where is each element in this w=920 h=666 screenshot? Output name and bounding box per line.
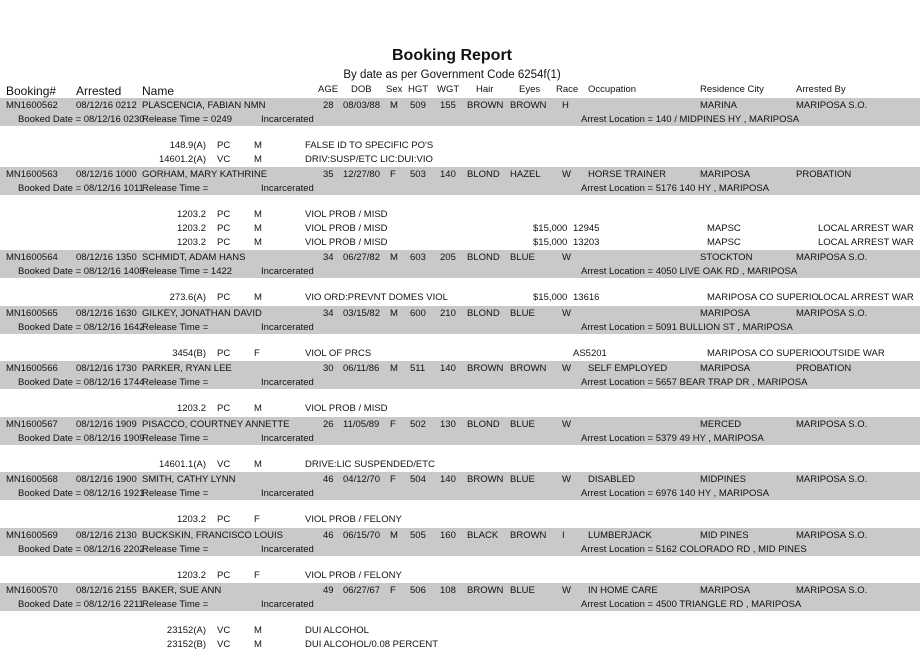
charge-code: 273.6(A)	[169, 292, 206, 303]
charge-level: M	[254, 625, 262, 636]
release-time: Release Time =	[142, 183, 209, 194]
warrant-type: LOCAL ARREST WAR	[818, 237, 914, 248]
residence-city-value: MERCED	[700, 419, 742, 430]
charge-type: PC	[217, 292, 231, 303]
dob-value: 06/27/67	[343, 585, 380, 596]
residence-city-value: MIDPINES	[700, 474, 746, 485]
arrest-location: Arrest Location = 6976 140 HY , MARIPOSA	[581, 488, 770, 499]
col-eyes: Eyes	[519, 84, 541, 95]
col-dob: DOB	[351, 84, 372, 95]
occupation-value: IN HOME CARE	[588, 585, 658, 596]
hair-value: BROWN	[467, 474, 504, 485]
booked-date: Booked Date = 08/12/16 1408	[18, 266, 145, 277]
booked-date: Booked Date = 08/12/16 1642	[18, 322, 145, 333]
age-value: 28	[323, 100, 334, 111]
hair-value: BROWN	[467, 100, 504, 111]
release-time: Release Time = 1422	[142, 266, 233, 277]
col-arrested: Arrested	[76, 84, 122, 98]
eyes-value: BLUE	[510, 419, 535, 430]
charge-level: F	[254, 514, 260, 525]
race-value: W	[562, 252, 571, 263]
court-agency: MARIPOSA CO SUPERIO	[707, 292, 819, 303]
sex-value: M	[390, 530, 398, 541]
charge-description: DUI ALCOHOL/0.08 PERCENT	[305, 639, 439, 650]
arrested-datetime: 08/12/16 0212	[76, 100, 137, 111]
arrest-location: Arrest Location = 5379 49 HY , MARIPOSA	[581, 433, 764, 444]
charge-code: 148.9(A)	[169, 140, 206, 151]
charge-code: 1203.2	[176, 209, 206, 220]
release-time: Release Time =	[142, 488, 209, 499]
warrant-type: LOCAL ARREST WAR	[818, 223, 914, 234]
race-value: W	[562, 169, 571, 180]
charge-description: VIOL PROB / MISD	[305, 403, 388, 414]
arrested-datetime: 08/12/16 1630	[76, 308, 137, 319]
hair-value: BROWN	[467, 363, 504, 374]
eyes-value: HAZEL	[510, 169, 541, 180]
booked-date: Booked Date = 08/12/16 1921	[18, 488, 145, 499]
person-name: GORHAM, MARY KATHRINE	[142, 169, 268, 180]
weight-value: 140	[440, 363, 456, 374]
arrested-by-value: PROBATION	[796, 169, 852, 180]
height-value: 511	[410, 363, 426, 374]
arrested-datetime: 08/12/16 1350	[76, 252, 137, 263]
col-occupation: Occupation	[588, 84, 637, 95]
arrested-by-value: MARIPOSA S.O.	[796, 474, 868, 485]
person-name: BAKER, SUE ANN	[142, 585, 222, 596]
custody-status: Incarcerated	[261, 377, 314, 388]
arrested-datetime: 08/12/16 1909	[76, 419, 137, 430]
height-value: 506	[410, 585, 426, 596]
arrested-datetime: 08/12/16 1730	[76, 363, 137, 374]
booked-date: Booked Date = 08/12/16 1011	[18, 183, 144, 194]
arrested-datetime: 08/12/16 2155	[76, 585, 137, 596]
custody-status: Incarcerated	[261, 433, 314, 444]
charge-code: 1203.2	[176, 514, 206, 525]
sex-value: M	[390, 252, 398, 263]
height-value: 600	[410, 308, 426, 319]
race-value: W	[562, 308, 571, 319]
person-name: BUCKSKIN, FRANCISCO LOUIS	[142, 530, 283, 541]
charge-code: 3454(B)	[172, 348, 206, 359]
release-time: Release Time =	[142, 599, 209, 610]
eyes-value: BLUE	[510, 308, 535, 319]
charge-level: M	[254, 154, 262, 165]
warrant-type: OUTSIDE WAR	[818, 348, 885, 359]
weight-value: 205	[440, 252, 456, 263]
booking-number: MN1600569	[6, 530, 58, 541]
booking-number: MN1600570	[6, 585, 58, 596]
residence-city-value: MARIPOSA	[700, 363, 751, 374]
race-value: W	[562, 419, 571, 430]
warrant-number: 13616	[573, 292, 600, 303]
sex-value: F	[390, 169, 396, 180]
dob-value: 12/27/80	[343, 169, 380, 180]
hair-value: BLOND	[467, 252, 500, 263]
occupation-value: DISABLED	[588, 474, 635, 485]
dob-value: 03/15/82	[343, 308, 380, 319]
hair-value: BLACK	[467, 530, 499, 541]
custody-status: Incarcerated	[261, 488, 314, 499]
warrant-number: 12945	[573, 223, 600, 234]
custody-status: Incarcerated	[261, 599, 314, 610]
arrested-by-value: MARIPOSA S.O.	[796, 308, 868, 319]
custody-status: Incarcerated	[261, 183, 314, 194]
charge-code: 1203.2	[176, 223, 206, 234]
custody-status: Incarcerated	[261, 114, 314, 125]
sex-value: M	[390, 363, 398, 374]
sex-value: F	[390, 419, 396, 430]
person-name: SMITH, CATHY LYNN	[142, 474, 236, 485]
charge-level: M	[254, 639, 262, 650]
race-value: I	[562, 530, 565, 541]
age-value: 26	[323, 419, 334, 430]
release-time: Release Time = 0249	[142, 114, 233, 125]
col-arrested-by: Arrested By	[796, 84, 846, 95]
arrested-datetime: 08/12/16 1900	[76, 474, 137, 485]
arrest-location: Arrest Location = 5162 COLORADO RD , MID PINES	[581, 544, 807, 555]
charge-description: VIOL OF PRCS	[305, 348, 372, 359]
charge-level: M	[254, 237, 262, 248]
height-value: 504	[410, 474, 426, 485]
arrested-by-value: MARIPOSA S.O.	[796, 585, 868, 596]
charge-level: M	[254, 403, 262, 414]
charge-type: PC	[217, 514, 231, 525]
bail-amount: $15,000	[533, 223, 568, 234]
col-sex: Sex	[386, 84, 403, 95]
release-time: Release Time =	[142, 322, 209, 333]
age-value: 49	[323, 585, 334, 596]
race-value: W	[562, 585, 571, 596]
hair-value: BROWN	[467, 585, 504, 596]
col-age: AGE	[318, 84, 339, 95]
release-time: Release Time =	[142, 544, 209, 555]
col-wgt: WGT	[437, 84, 460, 95]
arrest-location: Arrest Location = 4500 TRIANGLE RD , MARIPOSA	[581, 599, 802, 610]
warrant-number: 13203	[573, 237, 600, 248]
charge-level: M	[254, 209, 262, 220]
hair-value: BLOND	[467, 419, 500, 430]
race-value: W	[562, 363, 571, 374]
residence-city-value: MARINA	[700, 100, 737, 111]
hair-value: BLOND	[467, 169, 500, 180]
charge-level: M	[254, 459, 262, 470]
col-race: Race	[556, 84, 579, 95]
height-value: 603	[410, 252, 426, 263]
booked-date: Booked Date = 08/12/16 0230	[18, 114, 145, 125]
col-name: Name	[142, 84, 175, 98]
court-agency: MAPSC	[707, 237, 741, 248]
height-value: 509	[410, 100, 426, 111]
arrested-datetime: 08/12/16 2130	[76, 530, 137, 541]
charge-code: 14601.2(A)	[158, 154, 206, 165]
occupation-value: SELF EMPLOYED	[588, 363, 668, 374]
eyes-value: BROWN	[510, 100, 547, 111]
dob-value: 06/11/86	[343, 363, 380, 374]
charge-level: F	[254, 348, 260, 359]
charge-code: 23152(B)	[166, 639, 206, 650]
booking-number: MN1600562	[6, 100, 58, 111]
dob-value: 08/03/88	[343, 100, 380, 111]
charge-description: FALSE ID TO SPECIFIC PO'S	[305, 140, 434, 151]
charge-code: 1203.2	[176, 237, 206, 248]
weight-value: 155	[440, 100, 456, 111]
eyes-value: BLUE	[510, 474, 535, 485]
charge-type: PC	[217, 209, 231, 220]
weight-value: 108	[440, 585, 456, 596]
race-value: W	[562, 474, 571, 485]
person-name: PARKER, RYAN LEE	[142, 363, 232, 374]
charge-code: 1203.2	[176, 570, 206, 581]
arrested-by-value: MARIPOSA S.O.	[796, 419, 868, 430]
charge-description: VIOL PROB / MISD	[305, 223, 388, 234]
residence-city-value: MARIPOSA	[700, 169, 751, 180]
race-value: H	[562, 100, 569, 111]
eyes-value: BLUE	[510, 252, 535, 263]
residence-city-value: STOCKTON	[700, 252, 753, 263]
custody-status: Incarcerated	[261, 322, 314, 333]
charge-description: VIOL PROB / MISD	[305, 237, 388, 248]
booking-number: MN1600564	[6, 252, 58, 263]
col-residence-city: Residence City	[700, 84, 764, 95]
weight-value: 140	[440, 474, 456, 485]
charge-description: DUI ALCOHOL	[305, 625, 369, 636]
booking-number: MN1600568	[6, 474, 58, 485]
arrested-by-value: PROBATION	[796, 363, 852, 374]
hair-value: BLOND	[467, 308, 500, 319]
age-value: 34	[323, 252, 334, 263]
charge-description: VIO ORD:PREVNT DOMES VIOL	[305, 292, 448, 303]
arrest-location: Arrest Location = 5091 BULLION ST , MARIPOSA	[581, 322, 793, 333]
height-value: 505	[410, 530, 426, 541]
dob-value: 06/15/70	[343, 530, 380, 541]
age-value: 30	[323, 363, 334, 374]
custody-status: Incarcerated	[261, 266, 314, 277]
charge-code: 14601.1(A)	[158, 459, 206, 470]
custody-status: Incarcerated	[261, 544, 314, 555]
charge-type: PC	[217, 140, 231, 151]
sex-value: M	[390, 308, 398, 319]
booking-number: MN1600565	[6, 308, 58, 319]
arrested-datetime: 08/12/16 1000	[76, 169, 137, 180]
person-name: PLASCENCIA, FABIAN NMN	[142, 100, 266, 111]
charge-level: F	[254, 570, 260, 581]
height-value: 502	[410, 419, 426, 430]
arrest-location: Arrest Location = 4050 LIVE OAK RD , MARIPOSA	[581, 266, 798, 277]
booked-date: Booked Date = 08/12/16 2211	[18, 599, 144, 610]
person-name: PISACCO, COURTNEY ANNETTE	[142, 419, 290, 430]
occupation-value: LUMBERJACK	[588, 530, 652, 541]
weight-value: 160	[440, 530, 456, 541]
sex-value: M	[390, 100, 398, 111]
court-agency: MAPSC	[707, 223, 741, 234]
eyes-value: BROWN	[510, 363, 547, 374]
booking-number: MN1600563	[6, 169, 58, 180]
arrested-by-value: MARIPOSA S.O.	[796, 530, 868, 541]
charge-description: DRIV:SUSP/ETC LIC:DUI:VIO	[305, 154, 433, 165]
booking-number: MN1600566	[6, 363, 58, 374]
sex-value: F	[390, 474, 396, 485]
charge-type: VC	[217, 625, 231, 636]
report-title: Booking Report	[392, 47, 512, 64]
weight-value: 210	[440, 308, 456, 319]
residence-city-value: MID PINES	[700, 530, 749, 541]
booking-number: MN1600567	[6, 419, 58, 430]
charge-level: M	[254, 140, 262, 151]
charge-description: VIOL PROB / MISD	[305, 209, 388, 220]
arrest-location: Arrest Location = 140 / MIDPINES HY , MARIPOSA	[581, 114, 800, 125]
arrested-by-value: MARIPOSA S.O.	[796, 252, 868, 263]
dob-value: 11/05/89	[343, 419, 380, 430]
dob-value: 06/27/82	[343, 252, 380, 263]
charge-description: VIOL PROB / FELONY	[305, 570, 402, 581]
residence-city-value: MARIPOSA	[700, 308, 751, 319]
report-subtitle: By date as per Government Code 6254f(1)	[343, 69, 561, 81]
charge-type: VC	[217, 459, 231, 470]
charge-type: PC	[217, 223, 231, 234]
charge-description: DRIVE:LIC SUSPENDED/ETC	[305, 459, 435, 470]
arrest-location: Arrest Location = 5657 BEAR TRAP DR , MARIPOSA	[581, 377, 808, 388]
warrant-type: LOCAL ARREST WAR	[818, 292, 914, 303]
dob-value: 04/12/70	[343, 474, 380, 485]
col-booking: Booking#	[6, 84, 57, 98]
charge-type: VC	[217, 154, 231, 165]
age-value: 34	[323, 308, 334, 319]
col-hgt: HGT	[408, 84, 429, 95]
arrest-location: Arrest Location = 5176 140 HY , MARIPOSA	[581, 183, 770, 194]
eyes-value: BLUE	[510, 585, 535, 596]
charge-level: M	[254, 223, 262, 234]
warrant-number: AS5201	[573, 348, 607, 359]
eyes-value: BROWN	[510, 530, 547, 541]
charge-level: M	[254, 292, 262, 303]
person-name: SCHMIDT, ADAM HANS	[142, 252, 246, 263]
charge-type: PC	[217, 403, 231, 414]
charge-description: VIOL PROB / FELONY	[305, 514, 402, 525]
sex-value: F	[390, 585, 396, 596]
charge-type: VC	[217, 639, 231, 650]
age-value: 46	[323, 530, 334, 541]
charge-code: 23152(A)	[166, 625, 206, 636]
court-agency: MARIPOSA CO SUPERIO	[707, 348, 819, 359]
booked-date: Booked Date = 08/12/16 2202	[18, 544, 145, 555]
booked-date: Booked Date = 08/12/16 1744	[18, 377, 145, 388]
release-time: Release Time =	[142, 433, 209, 444]
bail-amount: $15,000	[533, 237, 568, 248]
residence-city-value: MARIPOSA	[700, 585, 751, 596]
charge-type: PC	[217, 570, 231, 581]
release-time: Release Time =	[142, 377, 209, 388]
weight-value: 140	[440, 169, 456, 180]
charge-type: PC	[217, 348, 231, 359]
arrested-by-value: MARIPOSA S.O.	[796, 100, 868, 111]
weight-value: 130	[440, 419, 456, 430]
booked-date: Booked Date = 08/12/16 1909	[18, 433, 145, 444]
age-value: 46	[323, 474, 334, 485]
occupation-value: HORSE TRAINER	[588, 169, 666, 180]
person-name: GILKEY, JONATHAN DAVID	[142, 308, 262, 319]
height-value: 503	[410, 169, 426, 180]
charge-type: PC	[217, 237, 231, 248]
charge-code: 1203.2	[176, 403, 206, 414]
age-value: 35	[323, 169, 334, 180]
bail-amount: $15,000	[533, 292, 568, 303]
col-hair: Hair	[476, 84, 494, 95]
